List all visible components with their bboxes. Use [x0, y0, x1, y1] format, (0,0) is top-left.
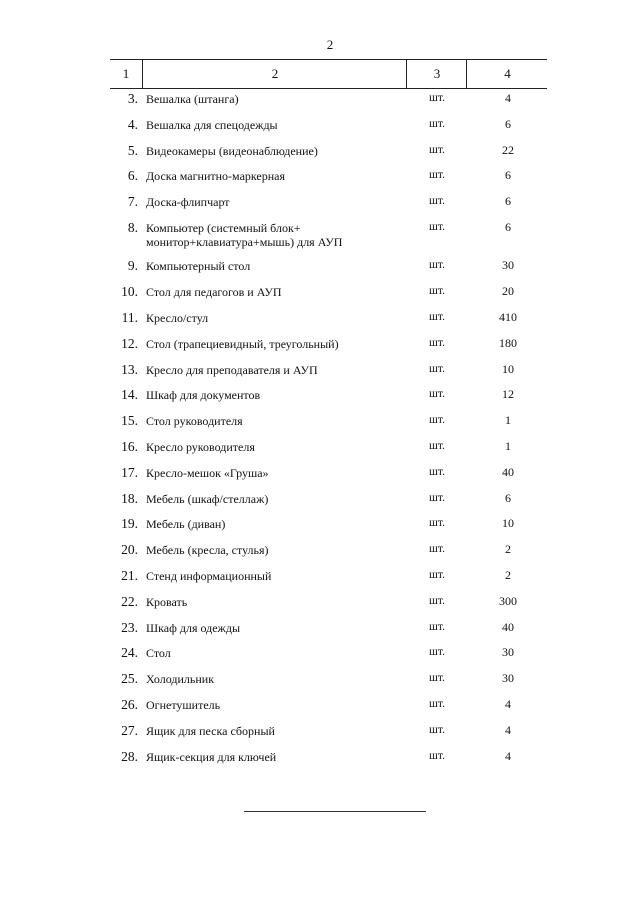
row-number: 11.	[121, 310, 138, 326]
table-row	[0, 385, 640, 411]
row-number: 14.	[121, 387, 138, 403]
unit-of-measure: шт.	[429, 594, 445, 607]
table-row	[0, 643, 640, 669]
unit-of-measure: шт.	[429, 569, 445, 582]
table-row	[0, 192, 640, 218]
table-row	[0, 282, 640, 308]
item-name	[146, 337, 396, 351]
row-number: 21.	[121, 568, 138, 584]
unit-of-measure: шт.	[429, 698, 445, 711]
row-number: 26.	[121, 697, 138, 713]
quantity: 10	[502, 361, 514, 376]
item-name	[146, 92, 396, 106]
quantity: 12	[502, 387, 514, 402]
quantity: 30	[502, 258, 514, 273]
item-name	[146, 595, 396, 609]
item-name-line: Доска магнитно-маркерная	[146, 169, 286, 184]
item-name-line: Видеокамеры (видеонаблюдение)	[146, 143, 318, 158]
quantity: 6	[505, 194, 511, 209]
table-row	[0, 437, 640, 463]
item-name	[146, 466, 396, 480]
item-name-line: Вешалка для спецодежды	[146, 117, 278, 132]
unit-of-measure: шт.	[429, 465, 445, 478]
row-number: 12.	[121, 335, 138, 351]
header-col-1: 1	[122, 66, 130, 81]
quantity: 30	[502, 671, 514, 686]
table-row	[0, 308, 640, 334]
item-name	[146, 646, 396, 660]
item-name	[146, 724, 396, 738]
table-header	[110, 59, 547, 89]
row-number: 5.	[127, 142, 138, 158]
table-row	[0, 747, 640, 773]
quantity: 2	[505, 542, 511, 557]
unit-of-measure: шт.	[429, 259, 445, 272]
row-number: 3.	[127, 91, 138, 106]
unit-of-measure: шт.	[429, 117, 445, 130]
unit-of-measure: шт.	[429, 169, 445, 182]
table-row	[0, 695, 640, 721]
item-name-line: Мебель (кресла, стулья)	[146, 543, 269, 558]
item-name-line: Стол для педагогов и АУП	[146, 285, 282, 300]
item-name-line: Компьютерный стол	[146, 259, 251, 274]
quantity: 4	[505, 91, 511, 105]
row-number: 8.	[127, 219, 138, 235]
unit-of-measure: шт.	[429, 285, 445, 298]
item-name-line: Компьютер (системный блок+	[146, 220, 301, 235]
item-name	[146, 285, 396, 299]
row-number: 6.	[127, 168, 138, 184]
item-name	[146, 259, 396, 273]
row-number: 28.	[121, 748, 138, 764]
table-body	[0, 89, 640, 772]
quantity: 4	[505, 697, 511, 712]
item-name	[146, 118, 396, 132]
row-number: 4.	[127, 116, 138, 132]
item-name	[146, 698, 396, 712]
quantity: 6	[505, 168, 511, 183]
unit-of-measure: шт.	[429, 749, 445, 762]
item-name	[146, 750, 396, 764]
quantity: 6	[505, 490, 511, 505]
quantity: 6	[505, 116, 511, 131]
unit-of-measure: шт.	[429, 491, 445, 504]
quantity: 1	[505, 413, 511, 428]
item-name	[146, 221, 396, 249]
end-of-document-line	[244, 811, 426, 812]
item-name	[146, 311, 396, 325]
item-name	[146, 517, 396, 531]
quantity: 40	[502, 464, 514, 479]
unit-of-measure: шт.	[429, 143, 445, 156]
unit-of-measure: шт.	[429, 723, 445, 736]
row-number: 25.	[121, 671, 138, 687]
table-row	[0, 166, 640, 192]
row-number: 15.	[121, 413, 138, 429]
table-row	[0, 618, 640, 644]
item-name	[146, 440, 396, 454]
item-name	[146, 144, 396, 158]
quantity: 4	[505, 722, 511, 737]
quantity: 22	[502, 142, 514, 157]
item-name	[146, 414, 396, 428]
unit-of-measure: шт.	[429, 543, 445, 556]
unit-of-measure: шт.	[429, 440, 445, 453]
row-number: 27.	[121, 722, 138, 738]
row-number: 16.	[121, 439, 138, 455]
header-col-4: 4	[466, 60, 548, 88]
row-number: 22.	[121, 593, 138, 609]
table-row	[0, 115, 640, 141]
item-name-line: Стол	[146, 646, 171, 661]
unit-of-measure: шт.	[429, 620, 445, 633]
item-name	[146, 388, 396, 402]
table-row	[0, 592, 640, 618]
table-row	[0, 540, 640, 566]
item-name-line: Стенд информационный	[146, 569, 272, 584]
quantity: 2	[505, 568, 511, 583]
item-name-line: Кровать	[146, 594, 188, 609]
header-col-3: 3	[406, 60, 467, 88]
unit-of-measure: шт.	[429, 195, 445, 208]
table-row	[0, 141, 640, 167]
quantity: 20	[502, 284, 514, 299]
unit-of-measure: шт.	[429, 388, 445, 401]
row-number: 7.	[127, 194, 138, 210]
item-name-line: Кресло для преподавателя и АУП	[146, 362, 318, 377]
item-name	[146, 195, 396, 209]
table-row	[0, 514, 640, 540]
quantity: 300	[499, 593, 517, 608]
row-number: 20.	[121, 542, 138, 558]
row-number: 9.	[127, 258, 138, 274]
item-name-line-2: монитор+клавиатура+мышь) для АУП	[146, 234, 343, 249]
quantity: 180	[499, 335, 517, 350]
table-row	[0, 489, 640, 515]
table-row	[0, 218, 640, 257]
page-number: 2	[326, 37, 334, 52]
quantity: 6	[505, 219, 511, 234]
table-row	[0, 566, 640, 592]
row-number: 24.	[121, 645, 138, 661]
item-name	[146, 543, 396, 557]
quantity: 4	[505, 748, 511, 763]
unit-of-measure: шт.	[429, 517, 445, 530]
quantity: 1	[505, 439, 511, 454]
row-number: 10.	[121, 284, 138, 300]
item-name-line: Ящик-секция для ключей	[146, 749, 277, 764]
table-row	[0, 256, 640, 282]
quantity: 30	[502, 645, 514, 660]
table-row	[0, 669, 640, 695]
item-name	[146, 569, 396, 583]
item-name-line: Ящик для песка сборный	[146, 723, 275, 738]
item-name	[146, 363, 396, 377]
table-row	[0, 334, 640, 360]
unit-of-measure: шт.	[429, 336, 445, 349]
item-name-line: Кресло руководителя	[146, 440, 255, 455]
item-name	[146, 621, 396, 635]
unit-of-measure: шт.	[429, 92, 445, 104]
item-name	[146, 169, 396, 183]
item-name-line: Стол руководителя	[146, 414, 243, 429]
item-name-line: Кресло/стул	[146, 311, 209, 326]
table-row	[0, 360, 640, 386]
unit-of-measure: шт.	[429, 311, 445, 324]
item-name-line: Кресло-мешок «Груша»	[146, 465, 269, 480]
row-number: 13.	[121, 361, 138, 377]
quantity: 410	[499, 310, 517, 325]
quantity: 40	[502, 619, 514, 634]
row-number: 23.	[121, 619, 138, 635]
unit-of-measure: шт.	[429, 220, 445, 233]
table-row	[0, 411, 640, 437]
item-name-line: Вешалка (штанга)	[146, 92, 239, 106]
row-number: 18.	[121, 490, 138, 506]
item-name-line: Мебель (шкаф/стеллаж)	[146, 491, 269, 506]
item-name-line: Шкаф для документов	[146, 388, 261, 403]
item-name	[146, 492, 396, 506]
header-col-2: 2	[142, 60, 407, 88]
item-name-line: Огнетушитель	[146, 698, 221, 713]
item-name-line: Холодильник	[146, 672, 215, 687]
row-number: 19.	[121, 516, 138, 532]
unit-of-measure: шт.	[429, 646, 445, 659]
item-name-line: Доска-флипчарт	[146, 195, 230, 210]
table-row	[0, 463, 640, 489]
table-row	[0, 89, 640, 115]
unit-of-measure: шт.	[429, 672, 445, 685]
item-name-line: Стол (трапециевидный, треугольный)	[146, 336, 339, 351]
table-row	[0, 721, 640, 747]
unit-of-measure: шт.	[429, 414, 445, 427]
quantity: 10	[502, 516, 514, 531]
unit-of-measure: шт.	[429, 362, 445, 375]
row-number: 17.	[121, 464, 138, 480]
item-name-line: Мебель (диван)	[146, 517, 226, 532]
item-name-line: Шкаф для одежды	[146, 620, 241, 635]
item-name	[146, 672, 396, 686]
